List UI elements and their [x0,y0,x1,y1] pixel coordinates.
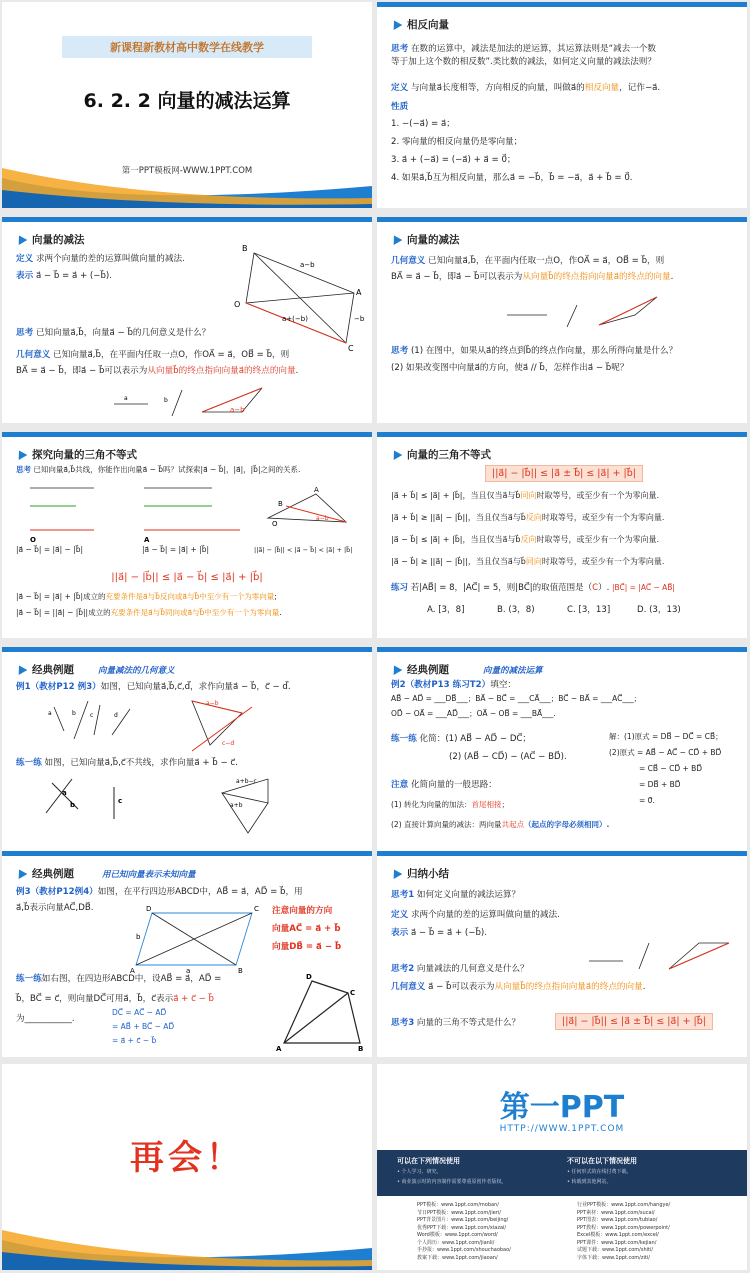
practice-diagram [42,773,282,849]
slide-heading: 相反向量 [391,17,449,32]
slide-heading: 向量的减法 [16,232,85,247]
banner-text: 新课程新教材高中数学在线教学 [110,41,264,54]
collinear-diagrams [16,482,356,542]
label-d: d [114,712,118,719]
definition-line: 定义 求两个向量的差的运算叫做向量的减法. [16,254,185,264]
note-1: (1) 转化为向量的加法：首尾相接； [391,800,510,809]
label-c-minus-d: c−d [222,740,235,747]
triangle-icon [15,233,28,245]
link-item[interactable]: Word模板：www.1ppt.com/word/ [417,1232,498,1238]
geometry-line-1: 几何意义 已知向量a⃗,b⃗，在平面内任取一点O，作OA⃗ = a⃗，OB⃗ = b⃗，则 [391,256,665,266]
ac-note: 向量AC⃗ = a⃗ + b⃗ [272,924,341,934]
triangle-icon [390,448,403,460]
geometry-line: 几何意义 a⃗ − b⃗可以表示为从向量b⃗的终点指向向量a⃗的终点的向量. [391,982,646,992]
example-tag: 向量的减法运算 [483,666,543,676]
point-C: C [254,905,259,913]
right-line-1: • 任何形式的在线付费下载。 [567,1169,632,1175]
left-line-2: • 商业演示时的内容制作需要尊重原创作者版权。 [397,1179,507,1185]
example-line: 例2（教材P13 练习T2）填空： [391,680,517,690]
link-item[interactable]: 个人简历：www.1ppt.com/jianli/ [417,1239,495,1246]
link-item[interactable]: PPT背景图片：www.1ppt.com/beijing/ [417,1217,509,1223]
note-line: 注意 化简向量的一般思路： [391,780,497,790]
bottom-wave-decoration [2,1230,372,1270]
option-A: A. [3，8] [427,605,465,615]
solution-1: 解：(1)原式 = DB⃗ − DC⃗ = CB⃗； [609,732,723,741]
link-item[interactable]: 节日PPT模板：www.1ppt.com/jieri/ [417,1209,501,1216]
neg-b-label: −b [354,315,365,323]
triangle-icon [15,867,28,879]
solution-4: = DB⃗ + BD⃗ [639,780,681,789]
side-a: a [186,967,191,975]
top-bar [377,851,747,856]
condition-1: |a⃗ − b⃗| = |a⃗| + |b⃗|成立的充要条件是a⃗与b⃗反向或a⃗与b⃗中至少有一个为零向量; [16,592,277,601]
left-line-1: • 个人学习、研究。 [397,1169,442,1175]
solution-3: = CB⃗ − CD⃗ + BD⃗ [639,764,703,773]
link-item[interactable]: 试题下载：www.1ppt.com/shiti/ [577,1247,654,1253]
db-note: 向量DB⃗ = a⃗ − b⃗ [272,942,342,952]
slide-heading: 经典例题 [16,662,74,677]
parallelogram-diagram [234,244,365,353]
top-bar [2,217,372,222]
fill-row-1: AB⃗ − AD⃗ = ___DB⃗___；BA⃗ − BC⃗ = ___CA⃗___；BC⃗ − BA⃗ = ___AC⃗___； [391,694,642,703]
point-B-label: B [242,244,248,253]
slide-title [2,2,372,208]
option-D: D. (3，13) [637,605,681,615]
think-line-2: 等于加上这个数的相反数”.类比数的减法，如何定义向量的减法法则？ [391,57,656,67]
exercise-line: 练习 若|AB⃗| = 8，|AC⃗| = 5，则|BC⃗|的取值范围是（C）. |BC⃗| = |AC⃗ − AB⃗| [391,583,675,593]
slide-heading: 经典例题 [16,866,74,881]
representation-line: 表示 a⃗ − b⃗ = a⃗ + (−b⃗). [16,271,113,281]
caption-1: |a⃗ − b⃗| = |a⃗| − |b⃗| [16,545,84,554]
caption-2: |a⃗ − b⃗| = |a⃗| + |b⃗| [142,545,210,554]
note-2: (2) 直接计算向量的减法：两向量共起点（起点的字母必须相同）. [391,820,610,829]
practice-line-1: 练一练如右图，在四边形ABCD中，设AB⃗ = a⃗，AD⃗ = [16,974,222,984]
result-label: a−b [230,406,245,414]
links-left [417,1202,567,1262]
definition-line: 定义 求两个向量的差的运算叫做向量的减法. [391,910,560,920]
links-right [577,1202,737,1262]
label-a-minus-b: a−b [206,700,219,707]
triangle-icon [390,233,403,245]
vector-diagram [507,295,647,335]
point-O-1: O [30,536,36,544]
slide-heading: 探究向量的三角不等式 [16,447,137,462]
small-vector-diagram [112,382,262,418]
practice-label-a: a [62,789,67,797]
link-item[interactable]: PPT模板：www.1ppt.com/moban/ [417,1202,499,1208]
practice-label-a-plus-b: a+b [230,802,243,809]
right-head: 不可以在以下情况使用 [567,1157,637,1165]
slide-heading: 经典例题 [391,662,449,677]
practice-label-c: c [118,797,123,805]
property-3: 3. a⃗ + (−a⃗) = (−a⃗) + a⃗ = 0⃗； [391,155,516,165]
top-bar [377,2,747,7]
label-a: a [48,710,52,717]
point-A: A [130,967,135,975]
practice-line-1: 练一练 化简：(1) AB⃗ − AD⃗ − DC⃗； [391,734,532,744]
point-A-3: A [314,486,319,494]
quad-point-A: A [276,1045,282,1053]
triangle-icon [390,18,403,30]
side-b: b [136,933,141,941]
slide-heading: 归纳小结 [391,866,449,881]
question-1: 思考 (1) 在图中，如果从a⃗的终点到b⃗的终点作向量，那么所得向量是什么？ [391,346,678,356]
slide-opposite-vector [377,2,747,208]
geometry-line-1: 几何意义 已知向量a⃗,b⃗，在平面内任取一点O，作OA⃗ = a⃗，OB⃗ = b⃗，则 [16,350,290,360]
property-2: 2. 零向量的相反向量仍是零向量； [391,137,523,147]
example-tag: 向量减法的几何意义 [98,666,175,676]
top-bar [377,432,747,437]
think-line: 思考 已知向量a⃗,b⃗共线，你能作出向量a⃗ − b⃗吗？试探索|a⃗ − b⃗|，|a⃗|，|b⃗|之间的关系. [16,465,301,474]
think-line: 思考 已知向量a⃗,b⃗，向量a⃗ − b⃗的几何意义是什么？ [16,328,211,338]
property-label: 性质 [391,102,409,112]
condition-row-3: |a⃗ − b⃗| ≤ |a⃗| + |b⃗|，当且仅当a⃗与b⃗反向时取等号，或至少有一个为零向量. [391,535,660,544]
top-bar [2,432,372,437]
slide-example-1 [2,647,372,853]
link-item[interactable]: 手抄报：www.1ppt.com/shouchaobao/ [417,1247,511,1253]
vector-b-label: b [164,397,168,404]
condition-2: |a⃗ − b⃗| = ||a⃗| − |b⃗||成立的充要条件是a⃗与b⃗同向或a⃗与b⃗中至少有一个为零向量. [16,608,282,617]
practice-line-3: 为___________. [16,1014,75,1024]
link-item[interactable]: 行业PPT模板：www.1ppt.com/hangye/ [577,1202,671,1208]
summary-inequality-box: ||a⃗| − |b⃗|| ≤ |a⃗ ± b⃗| ≤ |a⃗| + |b⃗| [555,1013,713,1030]
practice-line: 练一练 如图，已知向量a⃗,b⃗,c⃗不共线，求作向量a⃗ + b⃗ − c⃗. [16,758,238,768]
slide-goodbye [2,1064,372,1270]
point-B: B [238,967,243,975]
condition-row-4: |a⃗ − b⃗| ≥ ||a⃗| − |b⃗||，当且仅当a⃗与b⃗同向时取等号，或至少有一个为零向量. [391,557,665,566]
slide-triangle-inequality [377,432,747,638]
inequality-formula: ||a⃗| − |b⃗|| ≤ |a⃗ − b⃗| ≤ |a⃗| + |b⃗| [111,572,263,583]
property-4: 4. 如果a⃗,b⃗互为相反向量，那么a⃗ = −b⃗，b⃗ = −a⃗，a⃗ + b⃗ = 0⃗. [391,173,633,183]
fill-row-2: OD⃗ − OA⃗ = ___AD⃗___；OA⃗ − OB⃗ = ___BA⃗___. [391,709,556,718]
practice-label-result: a+b−c [236,778,257,785]
example-tag: 用已知向量表示未知向量 [102,870,196,880]
goodbye-text: 再会！ [130,1138,244,1178]
top-bar [377,217,747,222]
info-band [377,1150,747,1196]
practice-line-2: (2) (AB⃗ − CD⃗) − (AC⃗ − BD⃗). [449,752,567,762]
a-minus-b-3: a−b [316,515,329,522]
point-O-3: O [272,520,278,528]
a-plus-neg-b-label: a+(−b) [282,315,308,323]
quadrilateral-diagram [276,973,364,1053]
label-c: c [90,712,94,719]
think-line-1: 思考 在数的运算中，减法是加法的逆运算，其运算法则是“减去一个数 [391,44,657,54]
right-line-2: • 转载到其他网站。 [567,1179,612,1185]
link-item[interactable]: 字体下载：www.1ppt.com/ziti/ [577,1254,650,1261]
practice-line-2: b⃗，BC⃗ = c⃗，则向量DC⃗可用a⃗，b⃗，c⃗表示a⃗ + c⃗ − b⃗ [16,994,214,1004]
practice-label-b: b [70,801,76,809]
example-line: 例1（教材P12 例3）如图，已知向量a⃗,b⃗,c⃗,d⃗，求作向量a⃗ − b⃗，c⃗ − d⃗. [16,682,291,692]
condition-row-1: |a⃗ + b⃗| ≤ |a⃗| + |b⃗|，当且仅当a⃗与b⃗同向时取等号，或至少有一个为零向量. [391,491,660,500]
top-bar [2,647,372,652]
question-1: 思考1 如何定义向量的减法运算？ [391,890,521,900]
logo-text: 第一PPT [499,1090,625,1125]
geometry-line-2: BA⃗ = a⃗ − b⃗，即a⃗ − b⃗可以表示为从向量b⃗的终点指向向量a⃗的终点的向量. [16,366,299,376]
solution-5: = 0⃗. [639,796,655,805]
lesson-title: 6. 2. 2 向量的减法运算 [83,90,291,112]
parallelogram-ABCD [130,905,266,975]
link-item[interactable]: PPT课件：www.1ppt.com/kejian/ [577,1239,657,1246]
inequality-box: ||a⃗| − |b⃗|| ≤ |a⃗ ± b⃗| ≤ |a⃗| + |b⃗| [485,465,643,482]
point-D: D [146,905,152,913]
slide-heading: 向量的减法 [391,232,460,247]
top-bar [377,647,747,652]
bottom-wave-decoration [2,168,372,208]
link-item[interactable]: PPT素材：www.1ppt.com/sucai/ [577,1209,655,1216]
question-2: (2) 如果改变图中向量a⃗的方向，使a⃗ // b⃗，怎样作出a⃗ − b⃗呢？ [391,363,629,373]
slide-info [377,1064,747,1270]
website-text: 第一PPT模板网-WWW.1PPT.COM [121,166,253,176]
geometry-line-2: BA⃗ = a⃗ − b⃗，即a⃗ − b⃗可以表示为从向量b⃗的终点指向向量a⃗的终点的向量. [391,272,674,282]
property-1: 1. −(−a⃗) = a⃗； [391,119,455,129]
quad-point-C: C [350,989,356,997]
condition-row-2: |a⃗ + b⃗| ≥ ||a⃗| − |b⃗||，当且仅当a⃗与b⃗反向时取等号，或至少有一个为零向量. [391,513,665,522]
quad-point-B: B [358,1045,364,1053]
solution-2: (2)原式 = AB⃗ − AC⃗ − CD⃗ + BD⃗ [609,748,722,757]
point-B-3: B [278,500,283,508]
representation-line: 表示 a⃗ − b⃗ = a⃗ + (−b⃗). [391,928,488,938]
slide-heading: 向量的三角不等式 [391,447,491,462]
url-text: HTTP://WWW.1PPT.COM [499,1124,625,1134]
slide-example-3 [2,851,372,1057]
vector-a-label: a [124,395,128,402]
point-C-label: C [348,344,354,353]
link-item[interactable]: PPT教程：www.1ppt.com/powerpoint/ [577,1224,670,1231]
link-item[interactable]: Excel模板：www.1ppt.com/excel/ [577,1232,659,1238]
triangle-icon [15,448,28,460]
point-A-2: A [144,536,150,544]
triangle-icon [15,663,28,675]
example-line-2: a⃗,b⃗表示向量AC⃗,DB⃗. [16,903,94,913]
left-head: 可以在下列情况使用 [397,1157,460,1165]
question-2: 思考2 向量减法的几何意义是什么？ [391,964,529,974]
top-bar [2,851,372,856]
example-line-1: 例3（教材P12例4）如图，在平行四边形ABCD中，AB⃗ = a⃗，AD⃗ = b⃗，用 [16,887,303,897]
option-C: C. [3，13] [567,605,611,615]
quad-point-D: D [306,973,312,981]
label-b: b [72,710,76,717]
link-item[interactable]: PPT图表：www.1ppt.com/tubiao/ [577,1217,658,1223]
example-1-diagram [42,695,262,757]
slide-vector-subtraction [2,217,372,423]
caption-3: ||a⃗| − |b⃗|| < |a⃗ − b⃗| < |a⃗| + |b⃗| [254,546,353,554]
slide-example-2 [377,647,747,853]
practice-solution-3: = a⃗ + c⃗ − b⃗ [112,1036,157,1045]
triangle-icon [390,663,403,675]
practice-solution-2: = AB⃗ + BC⃗ − AD⃗ [112,1022,175,1031]
practice-solution-1: DC⃗ = AC⃗ − AD⃗ [112,1008,167,1017]
definition-line: 定义 与向量a⃗长度相等，方向相反的向量，叫做a⃗的相反向量，记作−a⃗. [391,83,661,93]
triangle-icon [390,867,403,879]
slide-vector-subtraction-questions [377,217,747,423]
link-item[interactable]: 优秀PPT下载：www.1ppt.com/xiazai/ [417,1224,507,1231]
summary-diagram [589,935,729,975]
a-minus-b-label: a−b [300,261,315,269]
link-item[interactable]: 教案下载：www.1ppt.com/jiaoan/ [417,1254,498,1261]
point-A-label: A [356,288,362,297]
point-O-label: O [234,300,241,309]
slide-triangle-inequality-explore [2,432,372,638]
question-3: 思考3 向量的三角不等式是什么？ [391,1018,521,1028]
slide-summary [377,851,747,1057]
option-B: B. (3，8) [497,605,535,615]
direction-note: 注意向量的方向 [272,906,333,916]
